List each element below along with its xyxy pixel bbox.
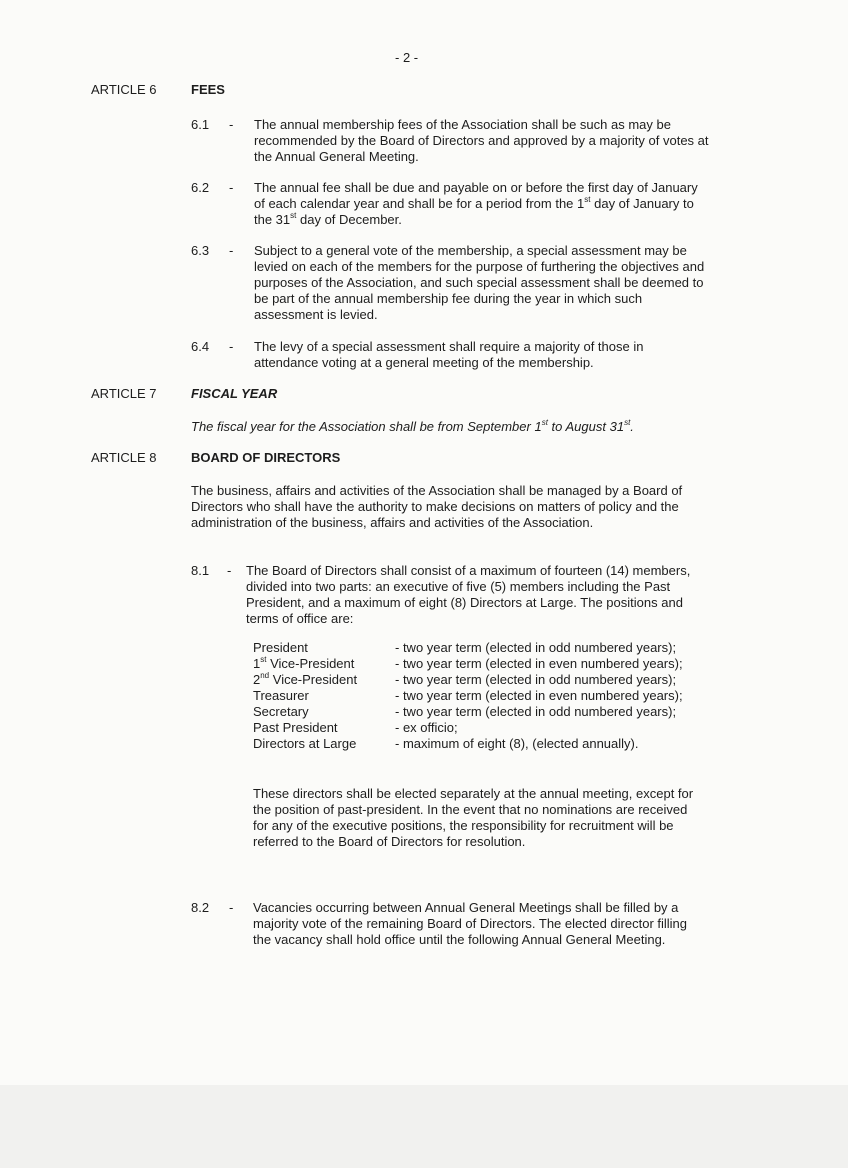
article-7-title: FISCAL YEAR (191, 386, 278, 401)
clause-line: purposes of the Association, and such special assessment shall be deemed to (254, 275, 704, 290)
page-number: - 2 - (395, 50, 419, 65)
position-name: 1st Vice-President (253, 654, 355, 671)
clause-6-2 (254, 180, 698, 228)
position-name: 2nd Vice-President (253, 670, 358, 687)
intro-line: The business, affairs and activities of the Association shall be managed by a Board of (191, 483, 683, 498)
fiscal-sup-b: st (624, 417, 631, 427)
item-dash: - (227, 563, 232, 578)
intro-line: Directors who shall have the authority to make decisions on matters of policy and the (191, 499, 679, 514)
position-name: President (253, 640, 308, 655)
article-6-title: FEES (191, 82, 225, 97)
item-number: 8.2 (191, 900, 210, 915)
item-number: 6.3 (191, 243, 210, 258)
clause-8-2 (253, 900, 687, 948)
fiscal-year-text (191, 419, 634, 435)
clause-line: attendance voting at a general meeting of the membership. (254, 355, 594, 370)
item-number: 6.1 (191, 117, 210, 132)
intro-line: administration of the business, affairs and activities of the Association. (191, 515, 594, 530)
item-number: 8.1 (191, 563, 210, 578)
position-term: - ex officio; (395, 720, 458, 735)
item-dash: - (229, 180, 234, 195)
position-name: Secretary (253, 704, 309, 719)
position-term: - two year term (elected in odd numbered years); (395, 672, 677, 687)
position-term: - maximum of eight (8), (elected annually). (395, 736, 639, 751)
item-number: 6.2 (191, 180, 210, 195)
clause-line: the Annual General Meeting. (254, 149, 419, 164)
clause-6-4 (254, 339, 643, 371)
clause-8-1 (246, 563, 690, 627)
election-line: the position of past-president. In the event that no nominations are received (253, 802, 688, 817)
position-name: Treasurer (253, 688, 309, 703)
scan-bottom-margin (0, 1085, 848, 1168)
clause-line: divided into two parts: an executive of five (5) members including the Past (246, 579, 671, 594)
clause-line: Subject to a general vote of the membership, a special assessment may be (254, 243, 687, 258)
clause-line: The levy of a special assessment shall require a majority of those in (254, 339, 644, 354)
clause-line: recommended by the Board of Directors and approved by a majority of votes at (254, 133, 709, 148)
clause-line: terms of office are: (246, 611, 354, 626)
clause-line: levied on each of the members for the purpose of furthering the objectives and (254, 259, 705, 274)
position-term: - two year term (elected in even numbered years); (395, 688, 683, 703)
fiscal-text-b: to August 31 (547, 419, 625, 434)
clause-line: assessment is levied. (254, 307, 378, 322)
clause-line: The annual membership fees of the Association shall be such as may be (254, 117, 671, 132)
article-7-label: ARTICLE 7 (91, 386, 157, 401)
clause-line: the vacancy shall hold office until the following Annual General Meeting. (253, 932, 666, 947)
election-line: These directors shall be elected separately at the annual meeting, except for (253, 786, 694, 801)
election-line: referred to the Board of Directors for resolution. (253, 834, 526, 849)
item-number: 6.4 (191, 339, 210, 354)
election-paragraph (253, 786, 693, 850)
clause-line: of each calendar year and shall be for a period from the 1st day of January to (254, 194, 694, 211)
clause-line: The Board of Directors shall consist of a maximum of fourteen (14) members, (246, 563, 691, 578)
fiscal-text-c: . (630, 419, 634, 434)
fiscal-text-a: The fiscal year for the Association shall be from September 1 (191, 419, 542, 434)
position-term: - two year term (elected in even numbered years); (395, 656, 683, 671)
clause-line: majority vote of the remaining Board of Directors. The elected director filling (253, 916, 688, 931)
election-line: for any of the executive positions, the responsibility for recruitment will be (253, 818, 674, 833)
clause-6-3 (254, 243, 704, 323)
article-8-intro (191, 483, 682, 531)
position-name: Past President (253, 720, 338, 735)
item-dash: - (229, 339, 234, 354)
article-6-label: ARTICLE 6 (91, 82, 157, 97)
item-dash: - (229, 243, 234, 258)
item-dash: - (229, 117, 234, 132)
position-term: - two year term (elected in odd numbered years); (395, 704, 677, 719)
fiscal-sup-a: st (541, 417, 548, 427)
position-name: Directors at Large (253, 736, 357, 751)
position-term: - two year term (elected in odd numbered years); (395, 640, 677, 655)
item-dash: - (229, 900, 234, 915)
clause-line: the 31st day of December. (254, 210, 402, 227)
clause-line: be part of the annual membership fee during the year in which such (254, 291, 643, 306)
clause-line: Vacancies occurring between Annual General Meetings shall be filled by a (253, 900, 679, 915)
clause-line: The annual fee shall be due and payable on or before the first day of January (254, 180, 698, 195)
clause-line: President, and a maximum of eight (8) Directors at Large. The positions and (246, 595, 683, 610)
article-8-title: BOARD OF DIRECTORS (191, 450, 341, 465)
article-8-label: ARTICLE 8 (91, 450, 157, 465)
clause-6-1 (254, 117, 709, 165)
